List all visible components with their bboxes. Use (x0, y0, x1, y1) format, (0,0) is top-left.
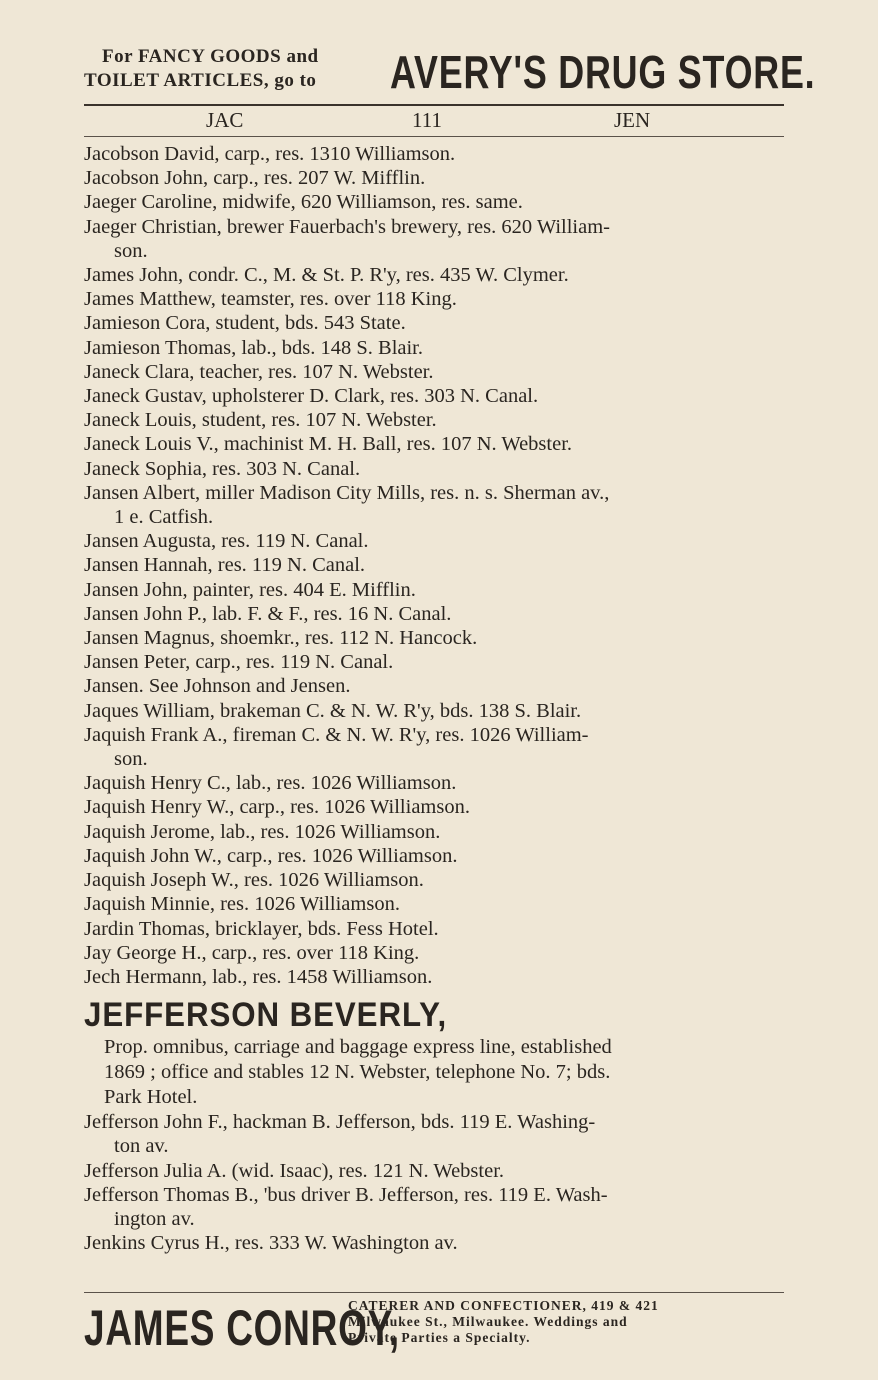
entry-text: Jamieson Cora, student, bds. 543 State. (84, 312, 406, 335)
featured-entry-line: 1869 ; office and stables 12 N. Webster, telephone No. 7; bds. (104, 1061, 611, 1084)
entry-text: Jefferson Thomas B., 'bus driver B. Jefferson, res. 119 E. Wash- (84, 1183, 608, 1206)
ad-bottom-line-3: Private Parties a Specialty. (348, 1330, 531, 1345)
directory-entry (84, 263, 784, 287)
entry-text: Jansen Magnus, shoemkr., res. 112 N. Hancock. (84, 627, 478, 650)
entry-text: Janeck Louis V., machinist M. H. Ball, res. 107 N. Webster. (84, 433, 573, 456)
bottom-advertisement (84, 1296, 784, 1360)
running-head-right: JEN (614, 108, 651, 132)
entry-text: James Matthew, teamster, res. over 118 King. (84, 288, 457, 311)
directory-entry (84, 1110, 784, 1158)
entry-text: James John, condr. C., M. & St. P. R'y, res. 435 W. Clymer. (84, 264, 569, 287)
entry-text: Jech Hermann, lab., res. 1458 Williamson. (84, 965, 433, 988)
featured-entry-name: JEFFERSON BEVERLY, (84, 996, 448, 1035)
entry-text: Jansen Peter, carp., res. 119 N. Canal. (84, 651, 394, 674)
ad-bottom-line-1: CATERER AND CONFECTIONER, 419 & 421 (348, 1298, 659, 1313)
directory-entry (84, 529, 784, 553)
directory-entry (84, 360, 784, 384)
directory-entry (84, 723, 784, 771)
directory-entry (84, 674, 784, 698)
directory-entry (84, 965, 784, 989)
bottom-rule (84, 1292, 784, 1293)
top-advertisement (84, 42, 816, 102)
running-head (84, 108, 784, 136)
entry-text: Jansen John P., lab. F. & F., res. 16 N. Canal. (84, 602, 452, 625)
directory-entry (84, 481, 784, 529)
entries-before (84, 142, 784, 989)
entries-after (84, 1110, 784, 1255)
entry-text: Jacobson John, carp., res. 207 W. Mifflin. (84, 167, 426, 190)
entry-text: Jaquish John W., carp., res. 1026 Williamson. (84, 844, 458, 867)
entry-text: Janeck Sophia, res. 303 N. Canal. (84, 457, 361, 480)
entry-text: Jansen John, painter, res. 404 E. Mifflin. (84, 578, 416, 601)
directory-entry (84, 142, 784, 166)
directory-entry (84, 868, 784, 892)
directory-entry (84, 384, 784, 408)
directory-entry (84, 650, 784, 674)
entry-text: Jansen Hannah, res. 119 N. Canal. (84, 554, 366, 577)
directory-entry (84, 820, 784, 844)
directory-entry (84, 1183, 784, 1231)
entry-continuation: son. (114, 239, 148, 262)
entry-text: Jacobson David, carp., res. 1310 Williamson. (84, 143, 456, 165)
directory-entry (84, 553, 784, 577)
entry-text: Jaeger Christian, brewer Fauerbach's brewery, res. 620 William- (84, 215, 611, 238)
entry-text: Jaques William, brakeman C. & N. W. R'y, bds. 138 S. Blair. (84, 699, 582, 722)
ad-bottom-details (348, 1298, 788, 1346)
entry-continuation: son. (114, 748, 148, 771)
running-head-left: JAC (206, 108, 244, 132)
entry-text: Jay George H., carp., res. over 118 King. (84, 941, 420, 964)
directory-entry (84, 166, 784, 190)
directory-entry (84, 457, 784, 481)
ad-top-line-1: For FANCY GOODS and (102, 46, 319, 67)
directory-entry (84, 1159, 784, 1183)
directory-entry (84, 941, 784, 965)
directory-entries (84, 142, 784, 1255)
ad-top-store-name: AVERY'S DRUG STORE. (390, 46, 816, 98)
directory-entry (84, 215, 784, 263)
entry-text: Jaquish Frank A., fireman C. & N. W. R'y, res. 1026 William- (84, 723, 589, 746)
entry-continuation: 1 e. Catfish. (114, 506, 214, 529)
featured-entry-line: Prop. omnibus, carriage and baggage express line, established (104, 1036, 612, 1059)
entry-text: Jaquish Henry C., lab., res. 1026 Williamson. (84, 772, 457, 795)
entry-text: Janeck Gustav, upholsterer D. Clark, res. 303 N. Canal. (84, 385, 539, 408)
directory-entry (84, 844, 784, 868)
directory-entry (84, 917, 784, 941)
directory-entry (84, 1231, 784, 1255)
entry-text: Jefferson John F., hackman B. Jefferson, bds. 119 E. Washing- (84, 1111, 596, 1134)
entry-text: Janeck Clara, teacher, res. 107 N. Webster. (84, 360, 434, 383)
featured-entry-line: Park Hotel. (104, 1086, 198, 1109)
directory-entry (84, 336, 784, 360)
entry-text: Jaquish Joseph W., res. 1026 Williamson. (84, 869, 424, 892)
directory-entry (84, 432, 784, 456)
entry-continuation: ton av. (114, 1135, 169, 1158)
entry-text: Jansen Albert, miller Madison City Mills, res. n. s. Sherman av., (84, 481, 610, 504)
directory-entry (84, 287, 784, 311)
directory-entry (84, 795, 784, 819)
directory-entry (84, 892, 784, 916)
directory-entry (84, 190, 784, 214)
top-rule (84, 104, 784, 106)
entry-text: Jefferson Julia A. (wid. Isaac), res. 121 N. Webster. (84, 1159, 505, 1182)
entry-text: Jamieson Thomas, lab., bds. 148 S. Blair. (84, 336, 424, 359)
entry-text: Jansen. See Johnson and Jensen. (84, 675, 351, 698)
header-rule (84, 136, 784, 137)
page-number: 111 (412, 108, 442, 132)
directory-entry (84, 578, 784, 602)
directory-entry (84, 602, 784, 626)
entry-text: Jansen Augusta, res. 119 N. Canal. (84, 530, 369, 553)
ad-bottom-name: JAMES CONROY, (84, 1300, 400, 1356)
entry-text: Janeck Louis, student, res. 107 N. Webster. (84, 409, 437, 432)
entry-text: Jaeger Caroline, midwife, 620 Williamson, res. same. (84, 191, 523, 214)
directory-entry (84, 408, 784, 432)
featured-entry-body (84, 1035, 784, 1110)
entry-text: Jaquish Henry W., carp., res. 1026 Williamson. (84, 796, 470, 819)
directory-entry (84, 771, 784, 795)
entry-text: Jaquish Jerome, lab., res. 1026 Williamson. (84, 820, 441, 843)
ad-top-line-2: TOILET ARTICLES, go to (84, 70, 317, 91)
entry-text: Jenkins Cyrus H., res. 333 W. Washington av. (84, 1232, 458, 1255)
entry-continuation: ington av. (114, 1207, 195, 1230)
entry-text: Jardin Thomas, bricklayer, bds. Fess Hotel. (84, 917, 439, 940)
ad-bottom-line-2: Milwaukee St., Milwaukee. Weddings and (348, 1314, 628, 1329)
directory-entry (84, 311, 784, 335)
directory-entry (84, 699, 784, 723)
entry-text: Jaquish Minnie, res. 1026 Williamson. (84, 893, 400, 916)
directory-entry (84, 626, 784, 650)
